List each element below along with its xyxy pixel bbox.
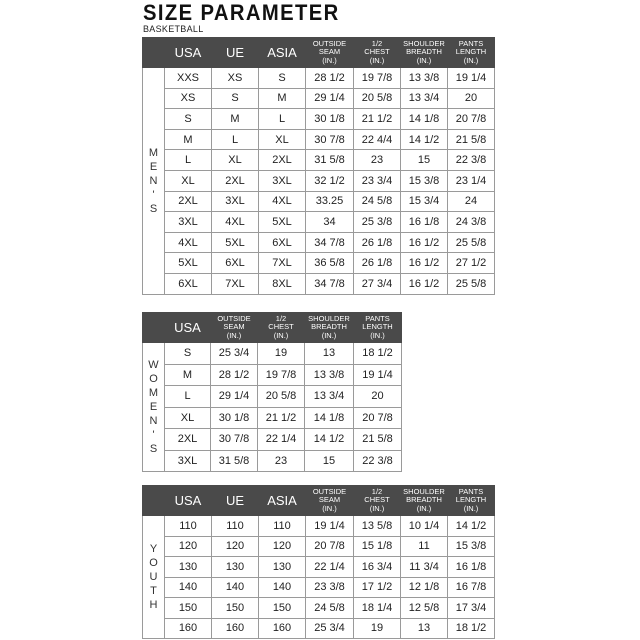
table-cell: 20 5/8 <box>258 386 305 408</box>
table-cell: 25 3/4 <box>306 618 354 639</box>
table-cell: 19 1/4 <box>306 516 354 537</box>
section-label: M E N ' S <box>143 68 165 295</box>
table-cell: 13 <box>305 343 354 365</box>
table-cell: 23 3/8 <box>306 577 354 598</box>
table-cell: 26 1/8 <box>354 232 401 253</box>
table-cell: 25 5/8 <box>448 232 495 253</box>
column-header: PANTS LENGTH (IN.) <box>448 486 495 516</box>
table-row <box>143 109 495 130</box>
table-cell: 2XL <box>259 150 306 171</box>
table-cell: 30 1/8 <box>211 407 258 429</box>
table-cell: 4XL <box>165 232 212 253</box>
table-row <box>143 450 402 472</box>
column-header: USA <box>165 313 211 343</box>
table-cell: 33.25 <box>306 191 354 212</box>
table-cell: 15 3/8 <box>401 170 448 191</box>
table-cell: 14 1/2 <box>448 516 495 537</box>
table-cell: 16 1/8 <box>401 212 448 233</box>
table-cell: XS <box>165 88 212 109</box>
youth-size-table <box>142 485 495 639</box>
table-cell: 150 <box>259 598 306 619</box>
table-cell: 110 <box>212 516 259 537</box>
table-cell: 13 3/8 <box>305 364 354 386</box>
column-header: SHOULDER BREADTH (IN.) <box>401 486 448 516</box>
table-cell: 16 1/8 <box>448 557 495 578</box>
column-header: UE <box>212 38 259 68</box>
table-cell: 15 3/4 <box>401 191 448 212</box>
table-row <box>143 170 495 191</box>
table-cell: 22 4/4 <box>354 129 401 150</box>
table-cell: 19 7/8 <box>354 68 401 89</box>
table-cell: 110 <box>259 516 306 537</box>
column-header: ASIA <box>259 38 306 68</box>
table-row <box>143 88 495 109</box>
table-cell: S <box>212 88 259 109</box>
table-cell: 17 3/4 <box>448 598 495 619</box>
table-cell: 6XL <box>165 273 212 294</box>
table-cell: 25 3/4 <box>211 343 258 365</box>
table-row <box>143 68 495 89</box>
table-cell: 20 7/8 <box>354 407 402 429</box>
table-cell: 30 7/8 <box>306 129 354 150</box>
table-cell: 29 1/4 <box>306 88 354 109</box>
table-cell: 5XL <box>259 212 306 233</box>
table-cell: 20 7/8 <box>448 109 495 130</box>
table-cell: 21 5/8 <box>448 129 495 150</box>
column-header: OUTSIDE SEAM (IN.) <box>306 486 354 516</box>
table-cell: 3XL <box>165 212 212 233</box>
womens-table <box>142 312 402 472</box>
table-cell: 34 7/8 <box>306 232 354 253</box>
table-cell: 110 <box>165 516 212 537</box>
table-cell: 13 3/8 <box>401 68 448 89</box>
table-cell: 130 <box>212 557 259 578</box>
table-cell: 30 1/8 <box>306 109 354 130</box>
column-header: ASIA <box>259 486 306 516</box>
table-cell: 160 <box>165 618 212 639</box>
column-header: SHOULDER BREADTH (IN.) <box>401 38 448 68</box>
table-cell: 4XL <box>259 191 306 212</box>
table-cell: 36 5/8 <box>306 253 354 274</box>
table-cell: 160 <box>212 618 259 639</box>
table-cell: 22 3/8 <box>448 150 495 171</box>
table-row <box>143 212 495 233</box>
table-cell: 16 7/8 <box>448 577 495 598</box>
table-cell: 19 <box>354 618 401 639</box>
table-cell: 11 <box>401 536 448 557</box>
table-cell: 120 <box>259 536 306 557</box>
table-cell: 14 1/8 <box>401 109 448 130</box>
table-cell: M <box>165 129 212 150</box>
table-cell: 3XL <box>165 450 211 472</box>
column-header: SHOULDER BREADTH (IN.) <box>305 313 354 343</box>
table-cell: 20 5/8 <box>354 88 401 109</box>
table-cell: 13 5/8 <box>354 516 401 537</box>
table-cell: 34 7/8 <box>306 273 354 294</box>
table-cell: 21 5/8 <box>354 429 402 451</box>
table-cell: 19 1/4 <box>448 68 495 89</box>
table-cell: 150 <box>165 598 212 619</box>
table-row <box>143 232 495 253</box>
table-cell: 7XL <box>212 273 259 294</box>
table-cell: 6XL <box>259 232 306 253</box>
column-header: PANTS LENGTH (IN.) <box>448 38 495 68</box>
table-cell: 16 1/2 <box>401 232 448 253</box>
table-cell: 8XL <box>259 273 306 294</box>
table-cell: 15 1/8 <box>354 536 401 557</box>
section-label: W O M E N ' S <box>143 343 165 472</box>
table-cell: 24 5/8 <box>354 191 401 212</box>
womens-size-table <box>142 312 402 472</box>
youth-table <box>142 485 495 639</box>
table-cell: 130 <box>259 557 306 578</box>
column-header: PANTS LENGTH (IN.) <box>354 313 402 343</box>
table-cell: 25 5/8 <box>448 273 495 294</box>
table-cell: 5XL <box>165 253 212 274</box>
table-cell: 18 1/2 <box>448 618 495 639</box>
table-cell: 13 3/4 <box>305 386 354 408</box>
table-row <box>143 273 495 294</box>
table-cell: L <box>165 386 211 408</box>
table-cell: 140 <box>165 577 212 598</box>
column-header: USA <box>165 38 212 68</box>
table-cell: XL <box>259 129 306 150</box>
table-cell: S <box>259 68 306 89</box>
table-cell: 160 <box>259 618 306 639</box>
header-corner <box>143 313 165 343</box>
table-cell: 19 <box>258 343 305 365</box>
table-cell: XXS <box>165 68 212 89</box>
table-cell: 14 1/8 <box>305 407 354 429</box>
table-cell: 34 <box>306 212 354 233</box>
column-header: OUTSIDE SEAM (IN.) <box>306 38 354 68</box>
mens-size-table <box>142 37 495 295</box>
column-header: UE <box>212 486 259 516</box>
column-header: 1/2 CHEST (IN.) <box>354 486 401 516</box>
table-cell: 20 <box>354 386 402 408</box>
table-cell: 24 <box>448 191 495 212</box>
table-cell: 140 <box>259 577 306 598</box>
column-header: 1/2 CHEST (IN.) <box>258 313 305 343</box>
table-cell: 7XL <box>259 253 306 274</box>
header-corner <box>143 38 165 68</box>
table-cell: M <box>165 364 211 386</box>
table-cell: 16 1/2 <box>401 273 448 294</box>
table-cell: XL <box>212 150 259 171</box>
table-cell: 16 1/2 <box>401 253 448 274</box>
table-cell: 19 7/8 <box>258 364 305 386</box>
table-cell: XL <box>165 407 211 429</box>
table-row <box>143 343 402 365</box>
table-cell: 28 1/2 <box>211 364 258 386</box>
table-cell: 25 3/8 <box>354 212 401 233</box>
table-cell: 15 <box>305 450 354 472</box>
table-cell: 21 1/2 <box>258 407 305 429</box>
table-cell: 19 1/4 <box>354 364 402 386</box>
table-cell: 26 1/8 <box>354 253 401 274</box>
table-cell: 14 1/2 <box>401 129 448 150</box>
table-row <box>143 618 495 639</box>
table-row <box>143 386 402 408</box>
table-cell: 15 <box>401 150 448 171</box>
column-header: OUTSIDE SEAM (IN.) <box>211 313 258 343</box>
table-cell: 5XL <box>212 232 259 253</box>
table-cell: L <box>212 129 259 150</box>
table-cell: 31 5/8 <box>306 150 354 171</box>
table-row <box>143 557 495 578</box>
page-title: SIZE PARAMETER <box>143 0 340 25</box>
table-row <box>143 191 495 212</box>
table-cell: 3XL <box>212 191 259 212</box>
column-header: 1/2 CHEST (IN.) <box>354 38 401 68</box>
table-cell: 120 <box>165 536 212 557</box>
table-row <box>143 150 495 171</box>
table-cell: 20 7/8 <box>306 536 354 557</box>
table-cell: 120 <box>212 536 259 557</box>
table-cell: 12 1/8 <box>401 577 448 598</box>
page-subtitle: BASKETBALL <box>143 24 204 34</box>
table-cell: 3XL <box>259 170 306 191</box>
table-cell: 31 5/8 <box>211 450 258 472</box>
table-cell: 10 1/4 <box>401 516 448 537</box>
table-row <box>143 598 495 619</box>
table-cell: 23 1/4 <box>448 170 495 191</box>
table-row <box>143 364 402 386</box>
table-cell: 27 3/4 <box>354 273 401 294</box>
table-row <box>143 536 495 557</box>
table-cell: 11 3/4 <box>401 557 448 578</box>
table-cell: 130 <box>165 557 212 578</box>
table-row <box>143 429 402 451</box>
table-cell: XL <box>165 170 212 191</box>
mens-table <box>142 37 495 295</box>
table-cell: 22 3/8 <box>354 450 402 472</box>
table-cell: 16 3/4 <box>354 557 401 578</box>
table-row <box>143 129 495 150</box>
section-label: Y O U T H <box>143 516 165 639</box>
table-cell: 18 1/2 <box>354 343 402 365</box>
table-cell: 27 1/2 <box>448 253 495 274</box>
header-corner <box>143 486 165 516</box>
table-cell: 23 3/4 <box>354 170 401 191</box>
column-header: USA <box>165 486 212 516</box>
table-cell: 21 1/2 <box>354 109 401 130</box>
table-cell: 24 3/8 <box>448 212 495 233</box>
table-cell: 22 1/4 <box>258 429 305 451</box>
table-cell: 23 <box>354 150 401 171</box>
table-cell: 13 3/4 <box>401 88 448 109</box>
table-cell: L <box>259 109 306 130</box>
table-cell: 17 1/2 <box>354 577 401 598</box>
table-cell: M <box>259 88 306 109</box>
table-cell: 2XL <box>165 429 211 451</box>
table-cell: 4XL <box>212 212 259 233</box>
table-row <box>143 407 402 429</box>
table-cell: 24 5/8 <box>306 598 354 619</box>
table-cell: S <box>165 343 211 365</box>
table-cell: XS <box>212 68 259 89</box>
table-cell: 2XL <box>165 191 212 212</box>
table-row <box>143 253 495 274</box>
table-cell: L <box>165 150 212 171</box>
table-row <box>143 516 495 537</box>
table-cell: 29 1/4 <box>211 386 258 408</box>
table-cell: 2XL <box>212 170 259 191</box>
table-cell: 23 <box>258 450 305 472</box>
table-cell: S <box>165 109 212 130</box>
table-cell: 28 1/2 <box>306 68 354 89</box>
table-cell: 20 <box>448 88 495 109</box>
table-cell: 18 1/4 <box>354 598 401 619</box>
table-cell: 140 <box>212 577 259 598</box>
table-cell: 15 3/8 <box>448 536 495 557</box>
table-cell: 150 <box>212 598 259 619</box>
table-row <box>143 577 495 598</box>
table-cell: 14 1/2 <box>305 429 354 451</box>
table-cell: 6XL <box>212 253 259 274</box>
table-cell: 32 1/2 <box>306 170 354 191</box>
table-cell: 22 1/4 <box>306 557 354 578</box>
table-cell: M <box>212 109 259 130</box>
table-cell: 30 7/8 <box>211 429 258 451</box>
table-cell: 12 5/8 <box>401 598 448 619</box>
table-cell: 13 <box>401 618 448 639</box>
